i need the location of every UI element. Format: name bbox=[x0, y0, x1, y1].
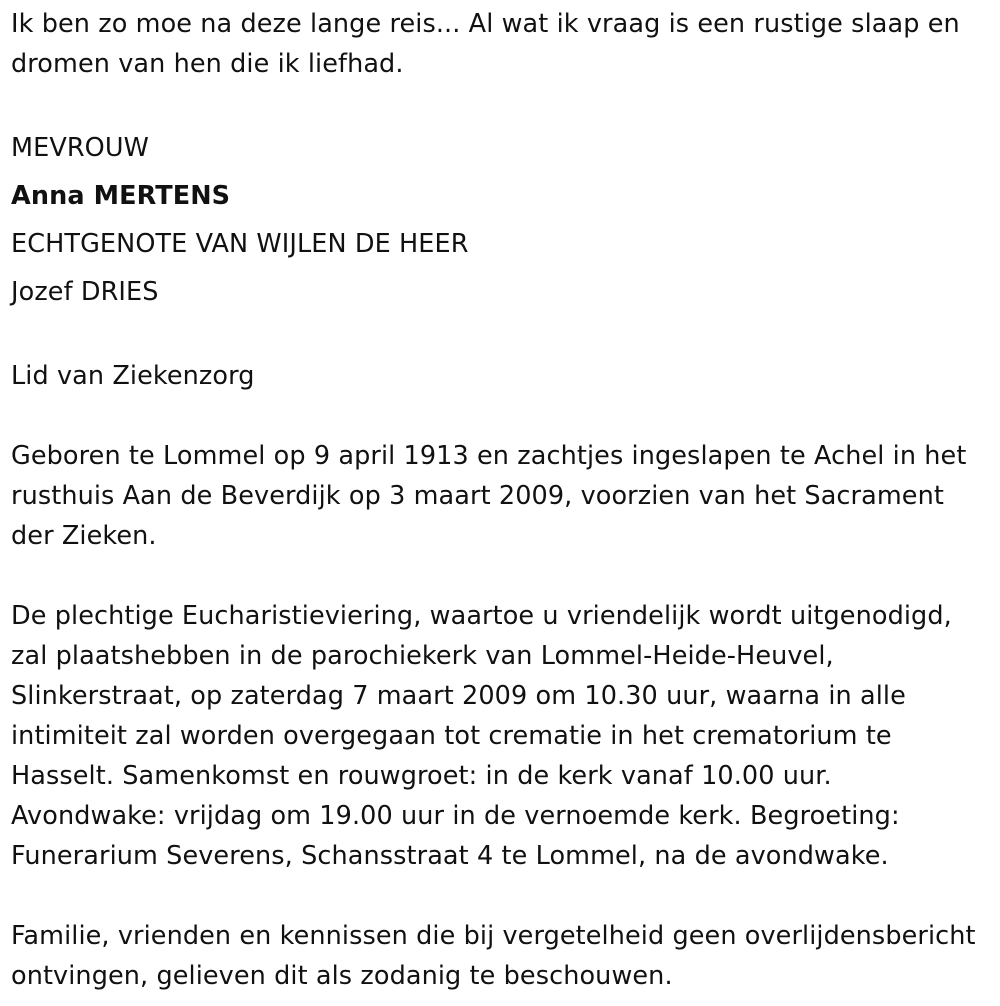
honorific: MEVROUW bbox=[11, 133, 149, 163]
spouse-name: Jozef DRIES bbox=[11, 277, 159, 307]
spacer bbox=[11, 396, 993, 436]
intro-quote: Ik ben zo moe na deze lange reis... Al wat ik vraag is een rustige slaap en dromen van hen die ik liefhad. bbox=[11, 9, 960, 79]
spacer bbox=[11, 316, 993, 356]
membership: Lid van Ziekenzorg bbox=[11, 361, 255, 391]
ceremony-paragraph: De plechtige Eucharistieviering, waartoe u vriendelijk wordt uitgenodigd, zal plaatshebben in de parochiekerk van Lommel-Heide-Heuvel, Slinkerstraat, op zaterdag 7 maart 2009 om 10.30 uur, waarna in alle intimiteit zal worden overgegaan tot crematie in het crematorium te Hasselt. Samenkomst en rouwgroet: in de kerk vanaf 10.00 uur. Avondwake: vrijdag om 19.00 uur in de vernoemde kerk. Begroeting: Funerarium Severens, Schansstraat 4 te Lommel, na de avondwake. bbox=[11, 601, 952, 871]
relation-line: ECHTGENOTE VAN WIJLEN DE HEER bbox=[11, 229, 469, 259]
spacer bbox=[11, 876, 993, 916]
obituary-notice bbox=[11, 4, 993, 996]
spacer bbox=[11, 556, 993, 596]
deceased-name: Anna MERTENS bbox=[11, 181, 231, 211]
closing-paragraph: Familie, vrienden en kennissen die bij vergetelheid geen overlijdensbericht ontvingen, gelieven dit als zodanig te beschouwen. bbox=[11, 921, 976, 991]
spacer bbox=[11, 84, 993, 124]
birth-death-paragraph: Geboren te Lommel op 9 april 1913 en zachtjes ingeslapen te Achel in het rusthuis Aan de Beverdijk op 3 maart 2009, voorzien van het Sacrament der Zieken. bbox=[11, 441, 967, 551]
